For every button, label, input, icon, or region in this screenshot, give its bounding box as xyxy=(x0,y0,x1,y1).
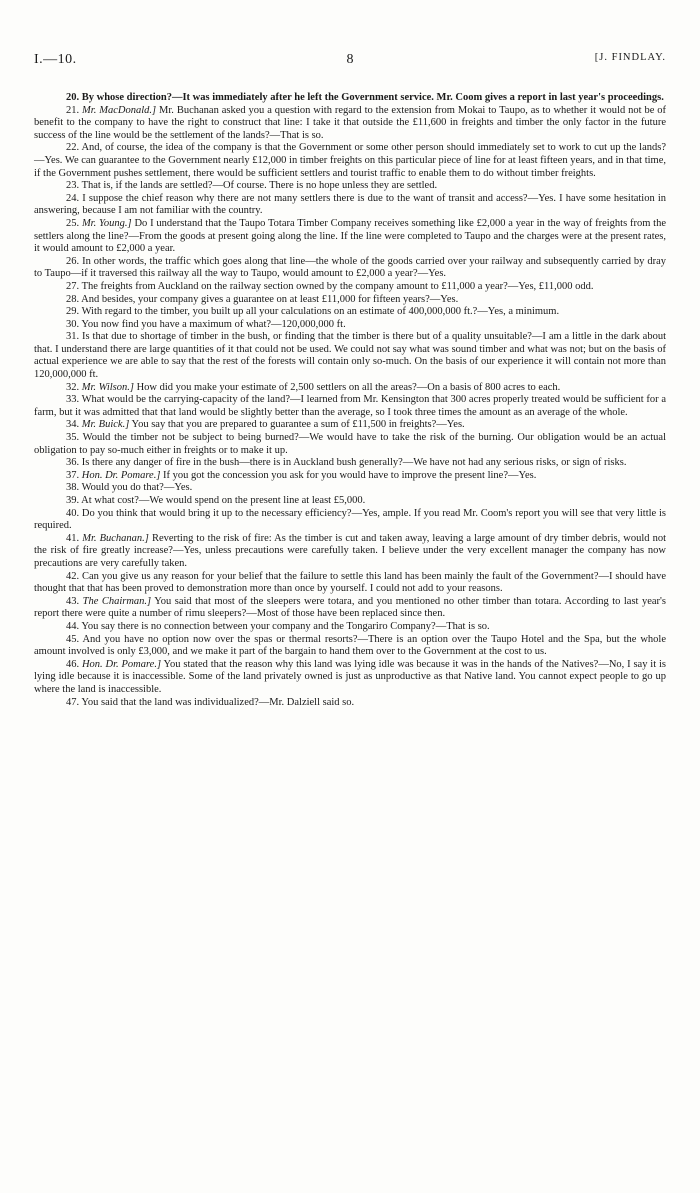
speaker-label: Hon. Dr. Pomare.] xyxy=(81,469,161,481)
paragraph-number: 25. xyxy=(66,217,80,229)
paragraph-text: And besides, your company gives a guarantee on at least £11,000 for fifteen years?—Yes. xyxy=(81,293,459,305)
paragraph xyxy=(34,596,666,621)
speaker-label: Hon. Dr. Pomare.] xyxy=(81,658,162,670)
paragraph xyxy=(34,482,666,495)
paragraph-text: What would be the carrying-capacity of the land?—I learned from Mr. Kensington that 300 acres properly treated would be sufficient for a farm, but it was admitted that that land would be slightly better than the average, so I took three times the amount as an average of the whole. xyxy=(34,394,667,418)
paragraph xyxy=(34,105,666,143)
paragraph xyxy=(34,470,666,483)
paragraph xyxy=(34,319,666,332)
paragraph-text: With regard to the timber, you built up all your calculations on an estimate of 400,000,000 ft.?—Yes, a minimum. xyxy=(81,306,560,318)
paragraph-number: 46. xyxy=(66,658,80,670)
paragraph-text: Can you give us any reason for your belief that the failure to settle this land has been mainly the fault of the Government?—I should have thought that that has been proved to demonstration more than once by yourself. I could not add to your reasons. xyxy=(34,570,667,595)
paragraph xyxy=(34,634,666,659)
paragraph xyxy=(34,495,666,508)
paragraph-number: 38. xyxy=(66,482,80,494)
paragraph xyxy=(34,659,666,697)
paragraph-text: You say there is no connection between your company and the Tongariro Company?—That is so. xyxy=(81,620,490,632)
paragraph-text: If you got the concession you ask for you would have to improve the present line?—Yes. xyxy=(163,469,537,481)
paragraph-number: 44. xyxy=(66,620,80,632)
paragraph-text: Would you do that?—Yes. xyxy=(81,482,193,494)
paragraph xyxy=(34,382,666,395)
paragraph-number: 35. xyxy=(66,432,80,444)
paragraph-text: Reverting to the risk of fire: As the timber is cut and taken away, leaving a large amount of dry timber debris, would not the risk of fire greatly increase?—Yes, unless precautions were carefully taken. I believe under the very excellent manager the company has now precautions are very carefully taken. xyxy=(34,532,667,569)
paragraph-text: You now find you have a maximum of what?—120,000,000 ft. xyxy=(81,318,346,330)
paragraph-text: You said that most of the sleepers were totara, and you mentioned no other timber than totara. According to last year's report there were quite a number of rimu sleepers?—Most of those have been replaced since then. xyxy=(34,595,666,620)
paragraph xyxy=(34,508,666,533)
paragraph-text: At what cost?—We would spend on the present line at least £5,000. xyxy=(81,495,366,506)
document-reference: I.—10. xyxy=(34,52,77,67)
paragraph xyxy=(34,571,666,596)
paragraph-number: 24. xyxy=(66,192,80,204)
paragraph-number: 42. xyxy=(66,570,80,582)
paragraph-text: And, of course, the idea of the company is that the Government or some other person should immediately set to work to cut up the lands?—Yes. We can guarantee to the Government nearly £12,000 in timber freights on this particular piece of line for at least fifteen years, and in that time, if the Government pushes settlement, there would be sufficient settlers and tourist traffic to enable them to do without timber freights. xyxy=(34,142,666,179)
paragraph-number: 37. xyxy=(66,469,80,481)
paragraph xyxy=(34,193,666,218)
paragraph-number: 29. xyxy=(66,306,80,318)
paragraph xyxy=(34,457,666,470)
paragraph xyxy=(34,419,666,432)
paragraph-text: Do you think that would bring it up to the necessary efficiency?—Yes, ample. If you read Mr. Coom's report you will see that very little is required. xyxy=(34,507,666,532)
paragraph-number: 20. xyxy=(66,92,80,103)
speaker-label: Mr. Buick.] xyxy=(81,419,130,431)
paragraph-text: I suppose the chief reason why there are not many settlers there is due to the want of transit and access?—Yes. I have some hesitation in answering, because I am not familiar with the country. xyxy=(34,192,667,217)
speaker-label: Mr. Young.] xyxy=(81,217,132,229)
paragraph-number: 36. xyxy=(66,457,80,469)
paragraph-text: How did you make your estimate of 2,500 settlers on all the areas?—On a basis of 800 acres to each. xyxy=(136,381,561,393)
paragraph-number: 26. xyxy=(66,255,80,267)
paragraph-text: Do I understand that the Taupo Totara Timber Company receives something like £2,000 a year in the way of freights from the settlers along the line?—From the goods at present going along the line. If the line were completed to Taupo and the charges were at the present rates, it would amount to £2,000 a year. xyxy=(34,217,667,255)
paragraph-text: You stated that the reason why this land was lying idle was because it was in the hands of the Natives?—No, I say it is lying idle because it is inaccessible. Some of the land privately owned is just as unproductive as that Native land. You cannot expect people to go up where the land is inaccessible. xyxy=(34,658,666,695)
paragraph-number: 33. xyxy=(66,394,80,406)
speaker-label: Mr. Wilson.] xyxy=(81,381,134,393)
paragraph xyxy=(34,432,666,457)
paragraph-number: 23. xyxy=(66,180,80,192)
speaker-label: The Chairman.] xyxy=(82,595,152,607)
speaker-label: Mr. Buchanan.] xyxy=(82,532,149,544)
paragraph xyxy=(34,294,666,307)
paragraph xyxy=(34,621,666,634)
paragraph xyxy=(34,256,666,281)
paragraph xyxy=(34,218,666,256)
paragraph xyxy=(34,142,666,180)
paragraph-number: 21. xyxy=(66,104,80,116)
paragraph xyxy=(34,281,666,294)
paragraph-text: You say that you are prepared to guarantee a sum of £11,500 in freights?—Yes. xyxy=(131,419,465,431)
paragraph-text: You said that the land was individualized?—Mr. Dalziell said so. xyxy=(81,696,355,708)
document-body xyxy=(34,92,666,709)
paragraph-text: By whose direction?—It was immediately after he left the Government service. Mr. Coom gives a report in last year's proceedings. xyxy=(81,92,664,103)
paragraph-text: The freights from Auckland on the railway section owned by the company amount to £11,000 a year?—Yes, £11,000 odd. xyxy=(81,280,594,292)
paragraph-number: 28. xyxy=(66,293,80,305)
paragraph-number: 32. xyxy=(66,381,80,393)
paragraph xyxy=(34,180,666,193)
paragraph xyxy=(34,394,666,419)
paragraph xyxy=(34,697,666,710)
paragraph-number: 34. xyxy=(66,419,80,431)
paragraph-text: Would the timber not be subject to being burned?—We would have to take the risk of the burning. Our obligation would be an actual obligation to pay so-much either in freights or to make it up. xyxy=(34,432,666,456)
paragraph-number: 30. xyxy=(66,318,80,330)
paragraph xyxy=(34,92,666,105)
paragraph-number: 39. xyxy=(66,495,80,506)
paragraph-number: 43. xyxy=(66,595,80,607)
paragraph-text: And you have no option now over the spas or thermal resorts?—There is an option over the Taupo Hotel and the Spa, but the whole amount involved is only £3,000, and we make it part of the bargain to hand them over to the Government at the cost to us. xyxy=(34,633,666,658)
paragraph-text: Is that due to shortage of timber in the bush, or finding that the timber is there but of a quality unsuitable?—I am a little in the dark about that. I understand there are large quantities of it that could not be used. We could not say what was sound timber and what was not; but on the basis of actual experience we are able to say that the rest of the forests will contain only so-much. On the basis of our experience it will contain not more than 120,000,000 ft. xyxy=(34,331,667,381)
paragraph-number: 31. xyxy=(66,331,80,343)
paragraph xyxy=(34,533,666,571)
paragraph-number: 41. xyxy=(66,532,80,544)
paragraph xyxy=(34,331,666,381)
paragraph-number: 27. xyxy=(66,280,80,292)
speaker-label: Mr. MacDonald.] xyxy=(82,104,157,116)
paragraph-number: 40. xyxy=(66,507,80,519)
paragraph-number: 22. xyxy=(66,142,80,154)
witness-name: [J. FINDLAY. xyxy=(594,52,666,63)
paragraph-number: 45. xyxy=(66,633,80,645)
paragraph-text: In other words, the traffic which goes along that line—the whole of the goods carried over your railway and subsequently carried by dray to Taupo—if it traversed this railway all the way to Taupo, would amount to £2,000 a year?—Yes. xyxy=(34,255,666,280)
page-header xyxy=(34,52,666,72)
paragraph-text: Mr. Buchanan asked you a question with regard to the extension from Mokai to Taupo, as to whether it would not be of benefit to the company to have the right to construct that line: I take it that outside the £11,600 in freights and timber the only factor in the future success of the line would be the settlement of the lands?—That is so. xyxy=(34,104,667,141)
paragraph-text: Is there any danger of fire in the bush—there is in Auckland bush generally?—We have not had any serious risks, or sign of risks. xyxy=(81,457,627,469)
page-number: 8 xyxy=(346,52,354,67)
paragraph-number: 47. xyxy=(66,696,80,708)
paragraph xyxy=(34,306,666,319)
paragraph-text: That is, if the lands are settled?—Of course. There is no hope unless they are settled. xyxy=(81,180,438,192)
